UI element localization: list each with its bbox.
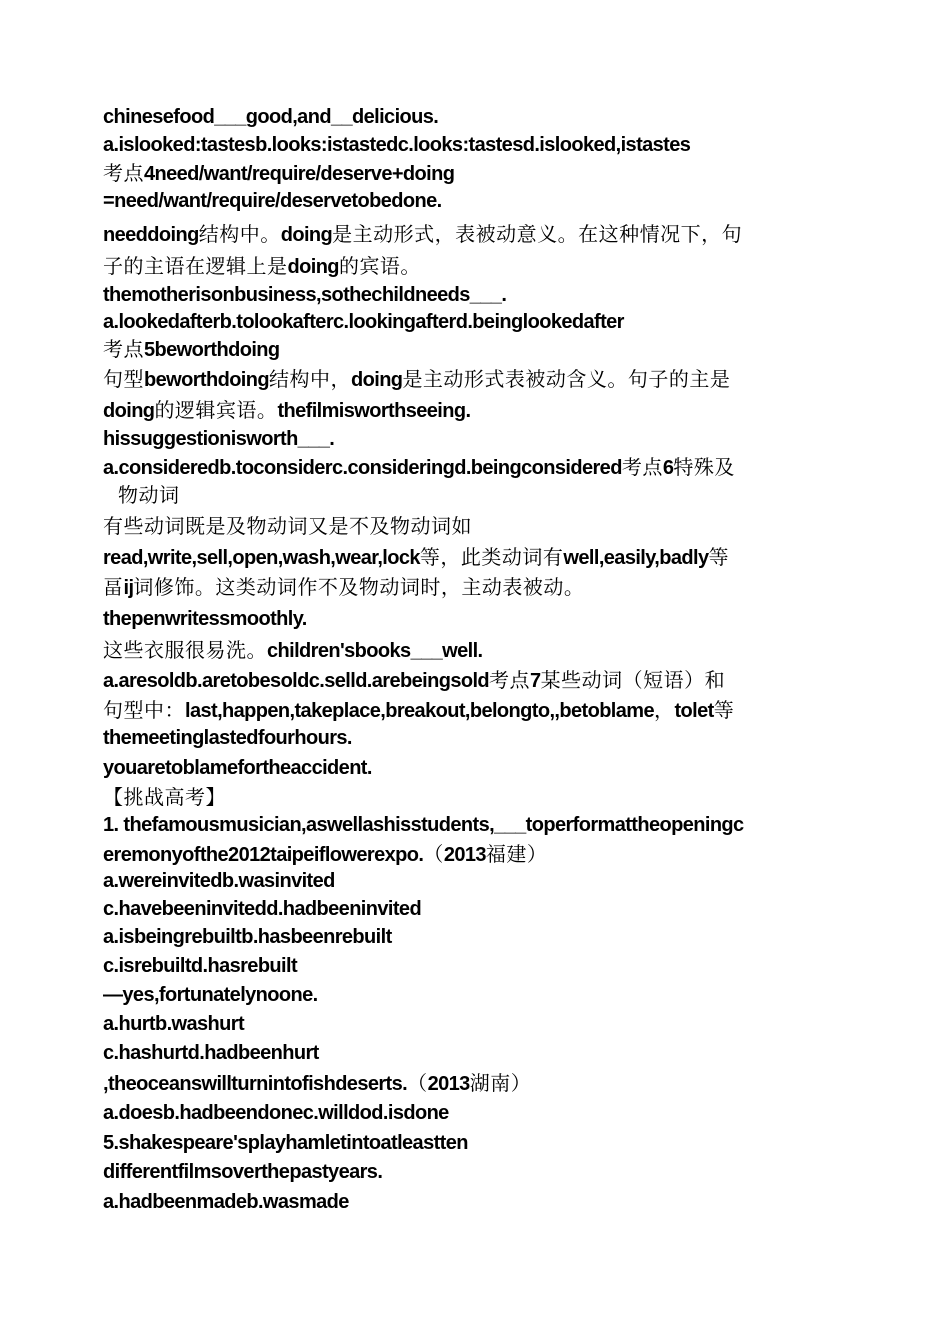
- text-line: c.isrebuiltd.hasrebuilt: [103, 955, 298, 977]
- text-line: a.aresoldb.aretobesoldc.selld.arebeingsold考点7某些动词（短语）和: [103, 668, 726, 692]
- text-line: 5.shakespeare'splayhamletintoatleastten: [103, 1132, 468, 1154]
- text-line: read,write,sell,open,wash,wear,lock等，此类动词有well,easily,badly等: [103, 545, 729, 569]
- text-line: 句型中：last,happen,takeplace,breakout,belongto,,betoblame，tolet等: [103, 698, 735, 722]
- text-line: differentfilmsoverthepastyears.: [103, 1161, 383, 1183]
- text-line: chinesefood___good,and__delicious.: [103, 106, 439, 128]
- text-line: =need/want/require/deservetobedone.: [103, 190, 442, 212]
- text-line: a.hurtb.washurt: [103, 1013, 245, 1035]
- text-line: a.wereinvitedb.wasinvited: [103, 870, 335, 892]
- text-line: a.lookedafterb.tolookafterc.lookingafterd.beinglookedafter: [103, 311, 624, 333]
- text-line: 考点4need/want/require/deserve+doing: [103, 161, 455, 185]
- text-line: 考点5beworthdoing: [103, 337, 280, 361]
- text-line: a.consideredb.toconsiderc.consideringd.beingconsidered考点6特殊及: [103, 455, 735, 479]
- text-line: 句型beworthdoing结构中，doing是主动形式表被动含义。句子的主是: [103, 367, 731, 391]
- text-line: 有些动词既是及物动词又是不及物动词如: [103, 514, 472, 538]
- text-line: themeetinglastedfourhours.: [103, 727, 352, 749]
- text-line: eremonyofthe2012taipeiflowerexpo.（2013福建）: [103, 842, 548, 866]
- text-line: ,theoceanswillturnintofishdeserts.（2013湖南）: [103, 1071, 532, 1095]
- text-line: needdoing结构中。doing是主动形式，表被动意义。在这种情况下，句: [103, 222, 743, 246]
- text-line: a.hadbeenmadeb.wasmade: [103, 1191, 349, 1213]
- text-line: a.isbeingrebuiltb.hasbeenrebuilt: [103, 926, 392, 948]
- text-line: 这些衣服很易洗。children'sbooks___well.: [103, 638, 483, 662]
- text-line: c.hashurtd.hadbeenhurt: [103, 1042, 319, 1064]
- text-line: 物动词: [118, 483, 180, 507]
- text-line: —yes,fortunatelynoone.: [103, 984, 318, 1006]
- text-line: a.islooked:tastesb.looks:istastedc.looks:tastesd.islooked,istastes: [103, 134, 691, 156]
- text-line: doing的逻辑宾语。thefilmisworthseeing.: [103, 398, 471, 422]
- text-line: thepenwritessmoothly.: [103, 608, 307, 630]
- text-line: hissuggestionisworth___.: [103, 428, 335, 450]
- text-line: 畐ij词修饰。这类动词作不及物动词时，主动表被动。: [103, 575, 585, 599]
- text-line: 1. thefamousmusician,aswellashisstudents,___toperformattheopeningc: [103, 814, 744, 836]
- text-line: themotherisonbusiness,sothechildneeds___.: [103, 284, 507, 306]
- text-line: youaretoblamefortheaccident.: [103, 757, 372, 779]
- text-line: c.havebeeninvitedd.hadbeeninvited: [103, 898, 422, 920]
- text-line: 【挑战高考】: [103, 785, 226, 809]
- text-line: a.doesb.hadbeendonec.willdod.isdone: [103, 1102, 449, 1124]
- text-line: 子的主语在逻辑上是doing的宾语。: [103, 254, 421, 278]
